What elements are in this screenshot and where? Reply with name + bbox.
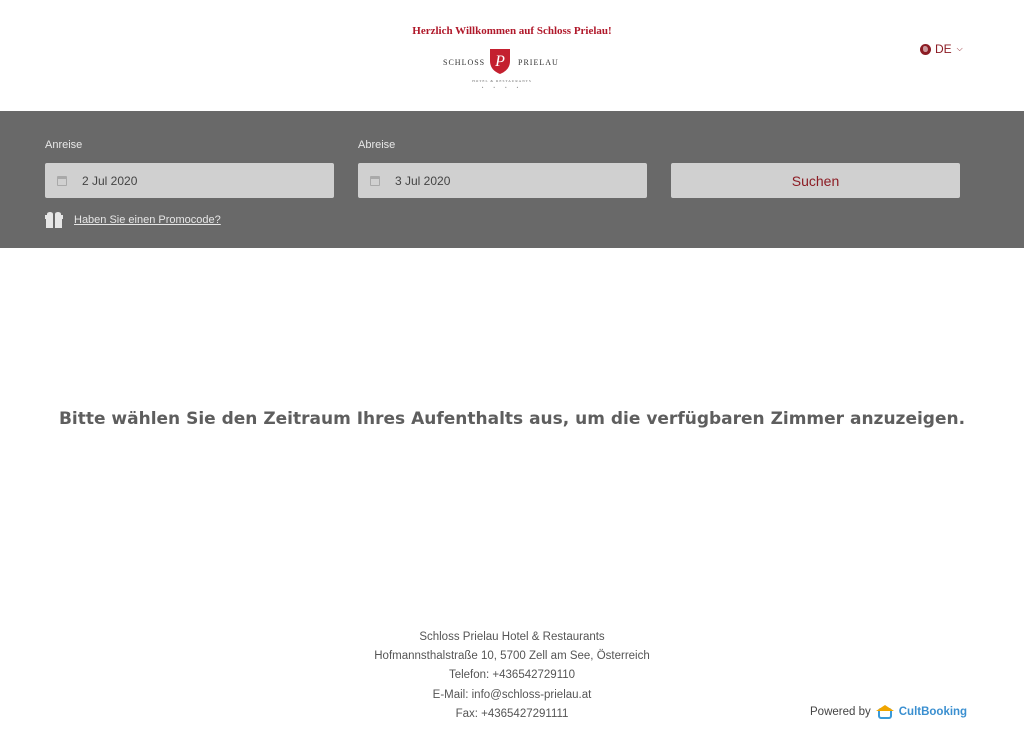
calendar-icon bbox=[57, 176, 67, 186]
promo-code-row bbox=[45, 212, 221, 228]
footer-phone: Telefon: +436542729110 bbox=[448, 669, 576, 682]
logo-right-text: PRIELAU bbox=[518, 58, 559, 67]
departure-date-input[interactable] bbox=[358, 163, 647, 198]
language-label: DE bbox=[935, 42, 952, 56]
logo-left-text: SCHLOSS bbox=[443, 58, 486, 67]
globe-icon bbox=[920, 44, 931, 55]
departure-label: Abreise bbox=[358, 139, 396, 151]
footer-fax: Fax: +4365427291111 bbox=[455, 707, 569, 720]
promo-code-link[interactable]: Haben Sie einen Promocode? bbox=[74, 214, 221, 226]
search-button[interactable]: Suchen bbox=[671, 163, 960, 198]
powered-by[interactable] bbox=[810, 705, 967, 719]
arrival-label: Anreise bbox=[45, 139, 83, 151]
logo-monogram: P bbox=[495, 53, 505, 70]
footer-email: E-Mail: info@schloss-prielau.at bbox=[432, 688, 592, 701]
welcome-text: Herzlich Willkommen auf Schloss Prielau! bbox=[412, 25, 612, 37]
cultbooking-brand: CultBooking bbox=[898, 706, 968, 718]
calendar-icon bbox=[370, 176, 380, 186]
language-selector[interactable] bbox=[920, 42, 963, 56]
powered-by-label: Powered by bbox=[810, 706, 871, 718]
logo-subtitle: HOTEL & RESTAURANTS bbox=[472, 79, 532, 83]
hotel-logo[interactable] bbox=[440, 45, 564, 91]
footer-hotel-name: Schloss Prielau Hotel & Restaurants bbox=[419, 631, 605, 643]
arrival-date-value: 2 Jul 2020 bbox=[82, 173, 138, 188]
search-bar bbox=[0, 111, 1024, 248]
footer-address: Hofmannsthalstraße 10, 5700 Zell am See, Österreich bbox=[374, 650, 650, 663]
chevron-down-icon: ⌵ bbox=[956, 44, 963, 53]
arrival-date-input[interactable] bbox=[45, 163, 334, 198]
select-dates-message: Bitte wählen Sie den Zeitraum Ihres Aufenthalts aus, um die verfügbaren Zimmer anzuzeigen. bbox=[58, 409, 966, 429]
shield-logo-icon bbox=[488, 47, 512, 75]
logo-dots: • • • • bbox=[481, 85, 523, 90]
header bbox=[0, 0, 1024, 111]
gift-icon bbox=[45, 212, 63, 228]
cultbooking-logo-icon bbox=[876, 705, 894, 719]
departure-date-value: 3 Jul 2020 bbox=[395, 173, 451, 188]
